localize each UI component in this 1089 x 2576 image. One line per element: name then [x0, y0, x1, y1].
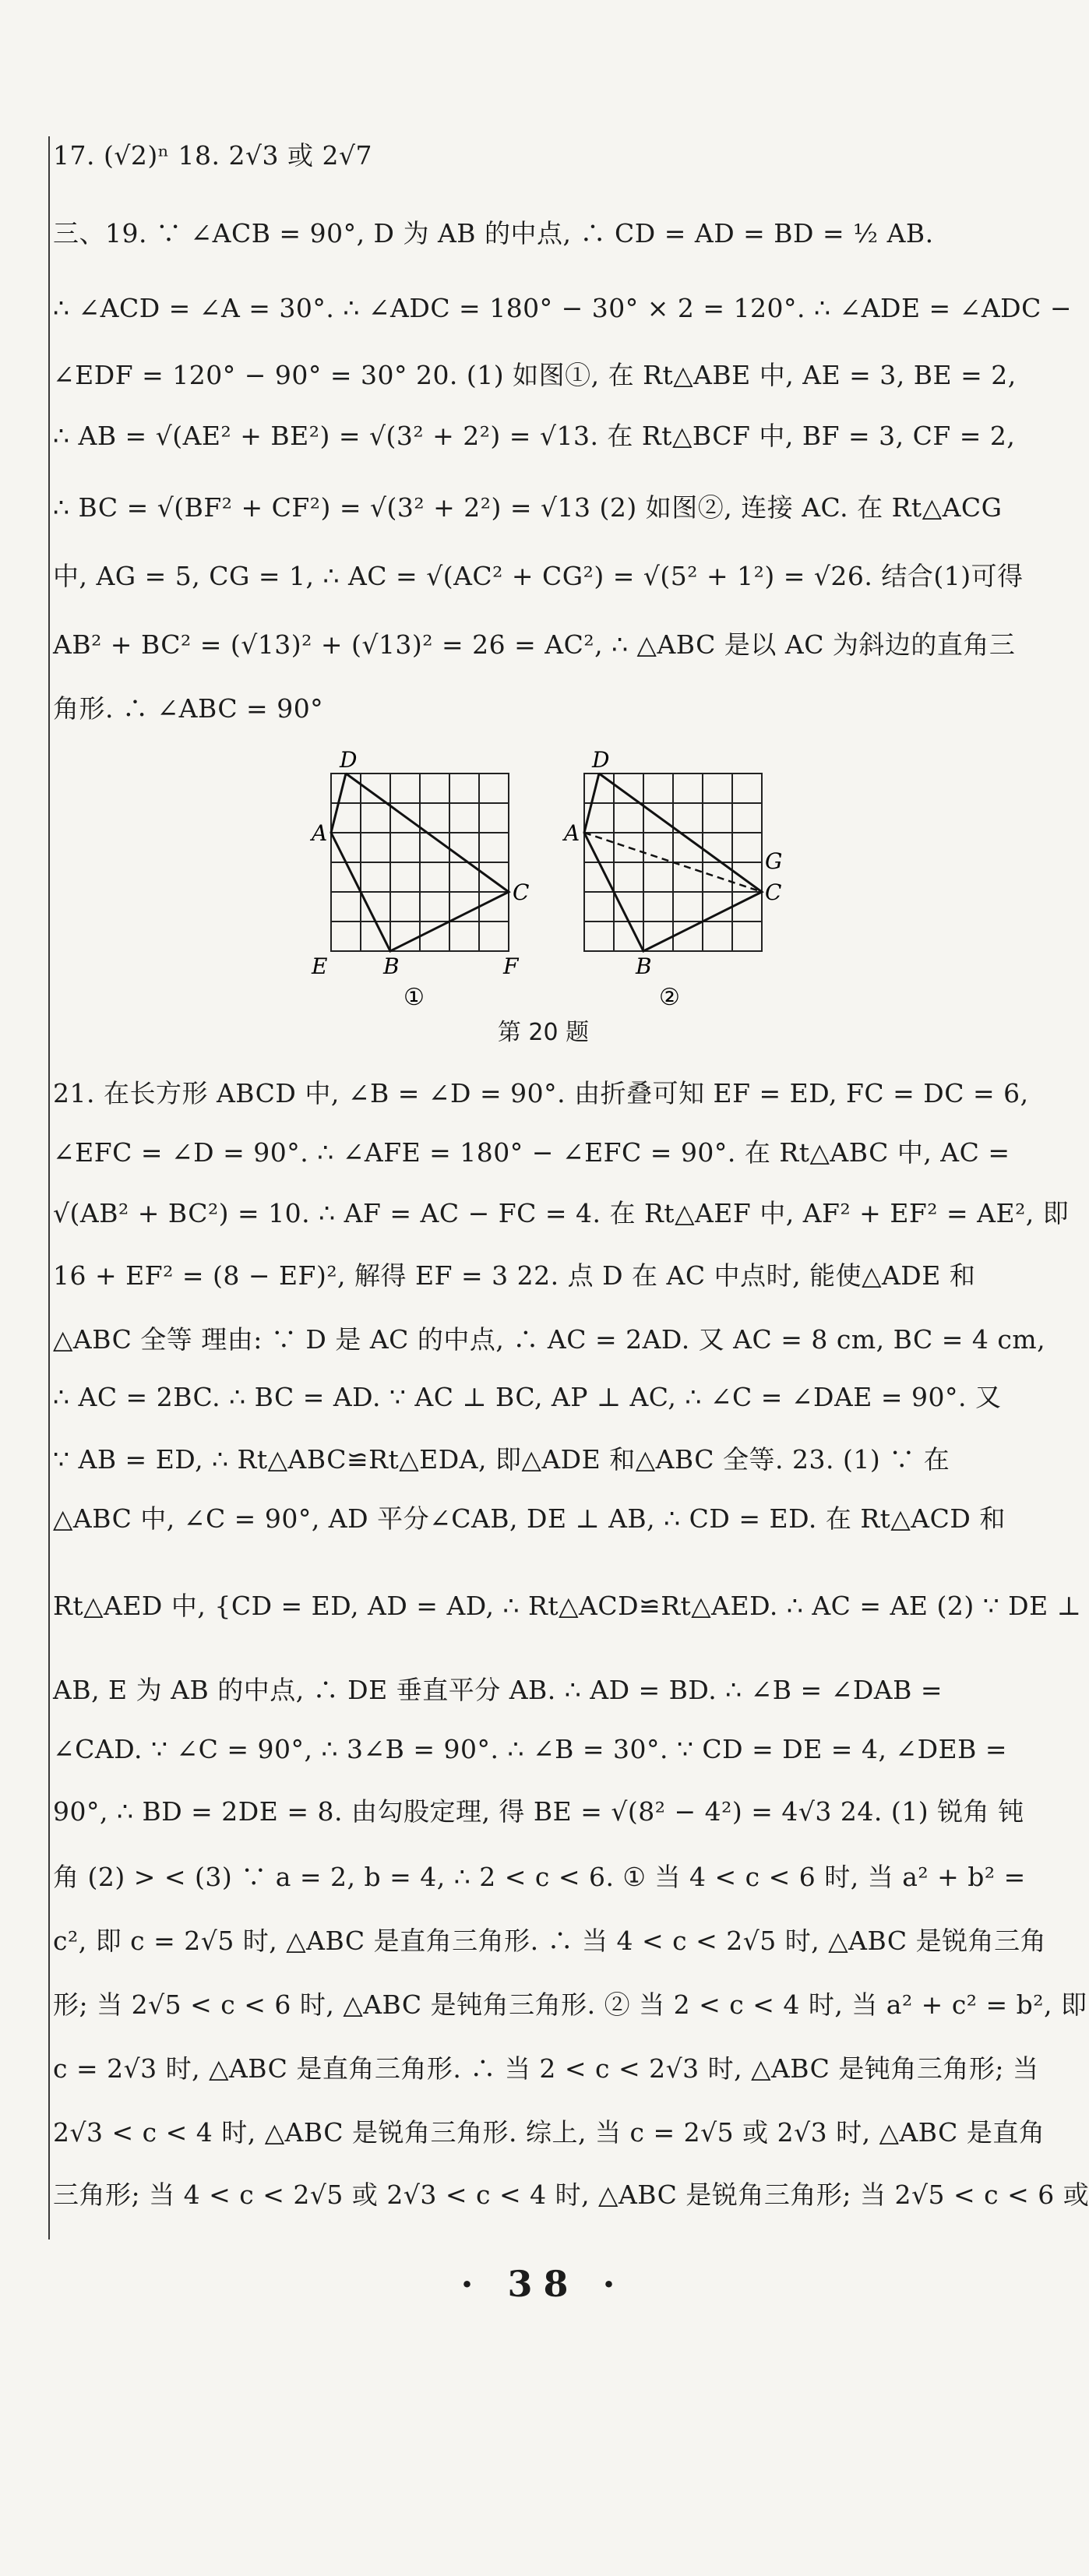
figure-number-2: ② [659, 984, 680, 1011]
margin-rule [48, 136, 50, 2239]
grid-figure [312, 744, 783, 1055]
text-line: ∴ AC = 2BC. ∴ BC = AD. ∵ AC ⊥ BC, AP ⊥ AC, ∴ ∠C = ∠DAE = 90°. 又 [53, 1382, 1002, 1412]
page-number: · 38 · [460, 2263, 626, 2305]
label-f: F [503, 953, 519, 979]
text-line: △ABC 中, ∠C = 90°, AD 平分∠CAB, DE ⊥ AB, ∴ CD = ED. 在 Rt△ACD 和 [53, 1503, 1006, 1534]
label-d: D [340, 747, 358, 773]
text-line: △ABC 全等 理由: ∵ D 是 AC 的中点, ∴ AC = 2AD. 又 AC = 8 cm, BC = 4 cm, [53, 1324, 1046, 1355]
text-line: ∠CAD. ∵ ∠C = 90°, ∴ 3∠B = 90°. ∴ ∠B = 30°. ∵ CD = DE = 4, ∠DEB = [53, 1734, 1008, 1764]
text-line: c = 2√3 时, △ABC 是直角三角形. ∴ 当 2 < c < 2√3 时, △ABC 是钝角三角形; 当 [53, 2053, 1039, 2084]
text-line: AB, E 为 AB 的中点, ∴ DE 垂直平分 AB. ∴ AD = BD. ∴ ∠B = ∠DAB = [53, 1675, 943, 1705]
text-line: 角 (2) > < (3) ∵ a = 2, b = 4, ∴ 2 < c < 6. ① 当 4 < c < 6 时, 当 a² + b² = [53, 1862, 1026, 1892]
text-line: 21. 在长方形 ABCD 中, ∠B = ∠D = 90°. 由折叠可知 EF = ED, FC = DC = 6, [53, 1078, 1029, 1108]
text-line: 17. (√2)ⁿ 18. 2√3 或 2√7 [53, 140, 372, 171]
label-c: C [513, 879, 530, 905]
label-b: B [383, 953, 400, 979]
right-grid [562, 747, 782, 1011]
figure-caption: 第 20 题 [497, 1019, 590, 1046]
text-line: 16 + EF² = (8 − EF)², 解得 EF = 3 22. 点 D 在 AC 中点时, 能使△ADE 和 [53, 1260, 976, 1291]
label-b: B [636, 953, 652, 979]
text-line: ∴ BC = √(BF² + CF²) = √(3² + 2²) = √13 (2) 如图②, 连接 AC. 在 Rt△ACG [53, 492, 1003, 523]
label-e: E [312, 953, 328, 979]
text-line: ∵ AB = ED, ∴ Rt△ABC≌Rt△EDA, 即△ADE 和△ABC 全等. 23. (1) ∵ 在 [53, 1444, 950, 1475]
text-line: ∠EDF = 120° − 90° = 30° 20. (1) 如图①, 在 Rt△ABE 中, AE = 3, BE = 2, [53, 360, 1017, 390]
text-line: Rt△AED 中, {CD = ED, AD = AD, ∴ Rt△ACD≌Rt△AED. ∴ AC = AE (2) ∵ DE ⊥ [53, 1591, 1082, 1621]
text-line: 90°, ∴ BD = 2DE = 8. 由勾股定理, 得 BE = √(8² − 4²) = 4√3 24. (1) 锐角 钝 [53, 1796, 1024, 1827]
text-line: ∴ AB = √(AE² + BE²) = √(3² + 2²) = √13. 在 Rt△BCF 中, BF = 3, CF = 2, [53, 421, 1016, 451]
text-line: ∴ ∠ACD = ∠A = 30°. ∴ ∠ADC = 180° − 30° × 2 = 120°. ∴ ∠ADE = ∠ADC − [53, 293, 1072, 323]
label-g: G [765, 848, 783, 874]
text-line: 角形. ∴ ∠ABC = 90° [53, 693, 324, 724]
text-line: 三角形; 当 4 < c < 2√5 或 2√3 < c < 4 时, △ABC 是锐角三角形; 当 2√5 < c < 6 或 [53, 2180, 1089, 2210]
text-line: ∠EFC = ∠D = 90°. ∴ ∠AFE = 180° − ∠EFC = 90°. 在 Rt△ABC 中, AC = [53, 1137, 1010, 1168]
label-a: A [564, 820, 580, 846]
text-line: c², 即 c = 2√5 时, △ABC 是直角三角形. ∴ 当 4 < c < 2√5 时, △ABC 是锐角三角 [53, 1926, 1047, 1956]
text-line: 形; 当 2√5 < c < 6 时, △ABC 是钝角三角形. ② 当 2 < c < 4 时, 当 a² + c² = b², 即 [53, 1989, 1087, 2020]
label-d: D [592, 747, 610, 773]
text-line: AB² + BC² = (√13)² + (√13)² = 26 = AC², ∴ △ABC 是以 AC 为斜边的直角三 [53, 629, 1016, 660]
text-line: 2√3 < c < 4 时, △ABC 是锐角三角形. 综上, 当 c = 2√5 或 2√3 时, △ABC 是直角 [53, 2117, 1045, 2148]
label-a: A [312, 820, 328, 846]
figure-number-1: ① [404, 984, 425, 1011]
text-line: √(AB² + BC²) = 10. ∴ AF = AC − FC = 4. 在 Rt△AEF 中, AF² + EF² = AE², 即 [53, 1198, 1070, 1228]
text-line: 中, AG = 5, CG = 1, ∴ AC = √(AC² + CG²) = √(5² + 1²) = √26. 结合(1)可得 [53, 561, 1024, 591]
left-grid [309, 747, 529, 1011]
label-c: C [765, 879, 782, 905]
text-line: 三、19. ∵ ∠ACB = 90°, D 为 AB 的中点, ∴ CD = AD = BD = ½ AB. [53, 218, 934, 248]
